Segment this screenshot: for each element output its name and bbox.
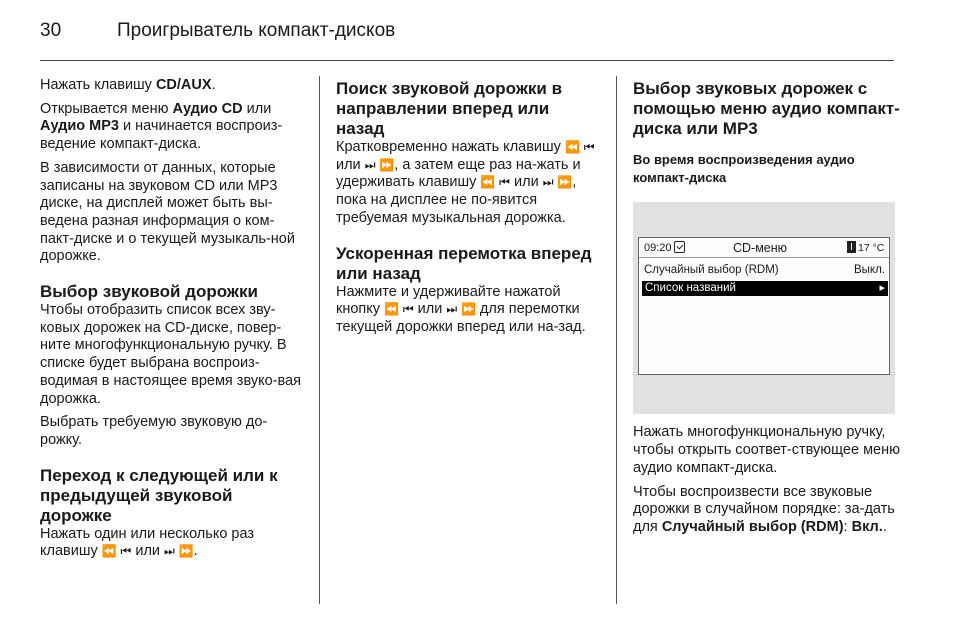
paragraph-press-cdaux: Нажать клавишу CD/AUX.: [40, 77, 216, 93]
paragraph-search: Кратковременно нажать клавишу ⏪ ⏮ или ⏭ ⏩, а затем еще раз на-жать и удерживать клавишу ⏪ ⏮ или ⏭ ⏩, пока на дисплее не по-явится требуемая музыкальная дорожка.: [336, 139, 595, 226]
column-2: [336, 77, 602, 343]
page-title: Проигрыватель компакт-дисков: [117, 20, 396, 41]
forward-key-icon: ⏭ ⏩: [364, 157, 395, 172]
paragraph-select-required: Выбрать требуемую звуковую до-рожку.: [40, 414, 268, 448]
paragraph-press-knob: Нажать многофункциональную ручку, чтобы открыть соответ-ствующее меню аудио компакт-диска.: [633, 424, 900, 476]
heading-select-track: Выбор звуковой дорожки: [40, 282, 258, 302]
display-menu-title: CD-меню: [733, 241, 788, 256]
forward-key-icon: ⏭ ⏩: [542, 175, 573, 190]
key-cd-aux: CD/AUX: [155, 77, 212, 93]
display-time: 09:20: [644, 242, 672, 255]
paragraph-press-skip: Нажать один или несколько раз клавишу ⏪ ⏮ или ⏭ ⏩.: [40, 525, 255, 560]
menu-item-label: Случайный выбор (RDM): [644, 264, 779, 277]
heading-search-track: Поиск звуковой дорожки в направлении вперед или назад: [336, 79, 563, 138]
forward-key-icon: ⏭ ⏩: [164, 544, 194, 559]
column-divider-2: [616, 76, 617, 604]
heading-skip-track: Переход к следующей или к предыдущей звуковой дорожке: [40, 465, 278, 525]
column-divider-1: [319, 76, 320, 604]
menu-item-label: Список названий: [645, 282, 736, 295]
paragraph-track-list: Чтобы отобразить список всех зву-ковых дорожек на CD-диске, повер-ните многофункциональную ручку. В списке будет выбрана воспроиз-водимая в настоящее время звуко-вая дорожка.: [40, 302, 301, 407]
rewind-key-icon: ⏪ ⏮: [564, 140, 595, 154]
display-screenshot: [633, 202, 895, 414]
menu-item-track-list[interactable]: [642, 281, 888, 296]
paragraph-display-info: В зависимости от данных, которые записаны на звуковом CD или MP3 диске, на дисплей может быть вы-ведена разная информация о ком-пакт-диске и о текущей музыкаль-ной дорожке.: [40, 159, 295, 265]
subheading-during-playback: Во время воспроизведения аудио компакт-диска: [633, 152, 855, 185]
menu-item-random-play[interactable]: [644, 264, 885, 276]
forward-key-icon: ⏭ ⏩: [446, 302, 476, 317]
paragraph-random-play: Чтобы воспроизвести все звуковые дорожки в случайном порядке: за-дать для Случайный выбор (RDM): Вкл..: [633, 483, 895, 535]
chevron-right-icon: ▸: [879, 281, 885, 295]
rewind-key-icon: ⏪ ⏮: [480, 175, 510, 190]
paragraph-fast-forward: Нажмите и удерживайте нажатой кнопку ⏪ ⏮ или ⏭ ⏩ для перемотки текущей дорожки вперед или на-зад.: [336, 283, 586, 335]
header-divider: [40, 60, 894, 61]
clock-check-icon: [674, 241, 685, 253]
rewind-key-icon: ⏪ ⏮: [101, 544, 132, 559]
display-temperature: 17 °C: [858, 242, 885, 255]
rewind-key-icon: ⏪ ⏮: [384, 302, 414, 317]
display-status-bar: [639, 238, 889, 258]
paragraph-menu-opens: Открывается меню Аудио CD или Аудио MP3 и начинается воспроиз-ведение компакт-диска.: [40, 100, 283, 153]
heading-fast-forward: Ускоренная перемотка вперед или назад: [336, 243, 592, 283]
menu-item-value: Выкл.: [853, 264, 885, 277]
heading-menu-select: Выбор звуковых дорожек с помощью меню аудио компакт-диска или MP3: [633, 79, 900, 138]
display-screen: [638, 237, 890, 375]
thermometer-icon: [847, 241, 856, 253]
column-3: [633, 77, 903, 543]
column-1: [40, 77, 308, 567]
page-number: 30: [40, 20, 62, 41]
